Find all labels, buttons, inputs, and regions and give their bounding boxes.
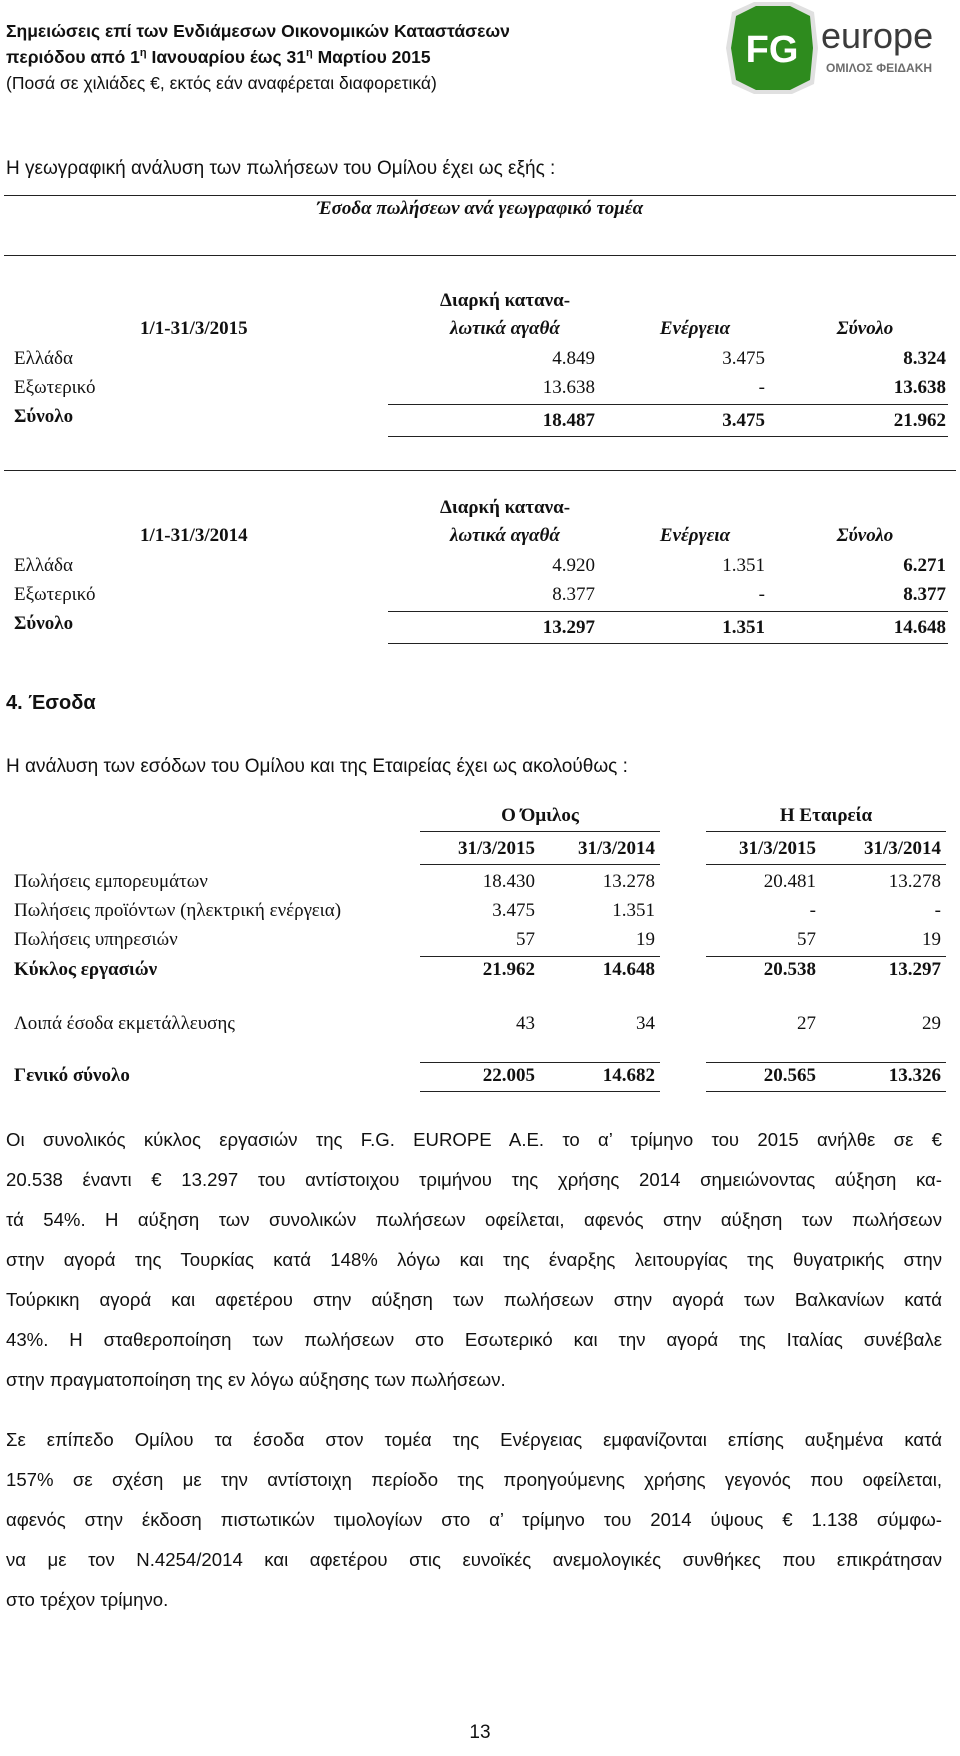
cell-value: 19	[922, 929, 941, 950]
total-line	[706, 1091, 946, 1092]
geo-table-2014	[0, 497, 960, 647]
logo-fg-text: FG	[745, 29, 799, 71]
header-line	[420, 831, 660, 832]
subtotal-line	[420, 956, 660, 957]
cell-value: 20.565	[763, 1065, 816, 1086]
company-header: Η Εταιρεία	[779, 805, 873, 826]
turnover-label: Κύκλος εργασιών	[14, 959, 158, 980]
grand-total-label: Γενικό σύνολο	[14, 1065, 130, 1086]
row-label: Πωλήσεις υπηρεσιών	[14, 929, 178, 950]
date-header: 31/3/2014	[577, 838, 655, 859]
cell-value: 34	[636, 1013, 655, 1034]
date-header: 31/3/2015	[457, 838, 535, 859]
divider	[4, 255, 956, 256]
row-label: Ελλάδα	[14, 555, 73, 576]
cell-value: -	[758, 377, 765, 398]
row-label-total: Σύνολο	[14, 613, 74, 634]
cell-value: 1.351	[612, 900, 655, 921]
row-label: Λοιπά έσοδα εκμετάλλευσης	[14, 1013, 235, 1034]
text-line: στην αγορά της Τουρκίας κατά 148% λόγω και της έναρξης λειτουργίας της θυγατρικής στην	[6, 1249, 942, 1270]
date-header: 31/3/2015	[738, 838, 816, 859]
col-header-durables-line1: Διαρκή κατανα-	[439, 290, 571, 311]
geo-intro-text: Η γεωγραφική ανάλυση των πωλήσεων του Ομίλου έχει ως εξής :	[6, 158, 556, 179]
cell-value: 20.538	[763, 959, 816, 980]
col-header-durables-line1: Διαρκή κατανα-	[439, 497, 571, 518]
row-label: Πωλήσεις προϊόντων (ηλεκτρική ενέργεια)	[14, 900, 342, 921]
cell-value: -	[809, 900, 816, 921]
text-line: να με τον Ν.4254/2014 και αφετέρου στις ευνοϊκές ανεμολογικές συνθήκες που επικράτησαν	[6, 1549, 942, 1570]
total-line	[388, 643, 948, 644]
subtotal-line	[706, 1062, 946, 1063]
col-header-total: Σύνολο	[836, 318, 894, 339]
cell-value: 14.648	[602, 959, 655, 980]
total-line	[420, 1091, 660, 1092]
col-header-total: Σύνολο	[836, 525, 894, 546]
text-line: Σε επίπεδο Ομίλου τα έσοδα στον τομέα της Ενέργειας εμφανίζονται επίσης αυξημένα κατά	[6, 1429, 942, 1450]
header-line	[706, 831, 946, 832]
fg-europe-logo	[722, 2, 937, 94]
period-label: 1/1-31/3/2014	[140, 525, 248, 546]
text-line: 157% σε σχέση με την αντίστοιχη περίοδο της προηγούμενης χρήσης γεγονός που οφείλεται,	[6, 1469, 942, 1490]
cell-value: 8.324	[903, 348, 946, 369]
cell-value: 6.271	[903, 555, 946, 576]
subtotal-line	[388, 611, 948, 612]
document-header	[6, 18, 606, 96]
cell-value: 20.481	[763, 871, 816, 892]
cell-value: 13.297	[888, 959, 941, 980]
revenue-table	[0, 805, 960, 1105]
cell-value: 4.920	[552, 555, 595, 576]
header-period: περιόδου από $1^\eta$ Ιανουαρίου έως $31^\eta$ Μαρτίου 2015	[6, 47, 431, 67]
row-label: Εξωτερικό	[14, 584, 96, 605]
row-label: Πωλήσεις εμπορευμάτων	[14, 871, 208, 892]
cell-value: 1.351	[722, 555, 765, 576]
text-line: Τούρκικη αγορά και αφετέρου στην αύξηση των πωλήσεων στην αγορά των Βαλκανίων κατά	[6, 1289, 942, 1310]
cell-value: 14.648	[893, 617, 946, 638]
cell-value: 21.962	[482, 959, 535, 980]
cell-value: 18.487	[542, 410, 595, 431]
cell-value: -	[758, 584, 765, 605]
cell-value: 1.351	[722, 617, 765, 638]
cell-value: 13.638	[893, 377, 946, 398]
cell-value: 8.377	[552, 584, 595, 605]
text-line: στην πραγματοποίηση της εν λόγω αύξησης των πωλήσεων.	[6, 1369, 506, 1390]
cell-value: 22.005	[482, 1065, 535, 1086]
cell-value: 19	[636, 929, 655, 950]
cell-value: 27	[797, 1013, 816, 1034]
cell-value: 3.475	[492, 900, 535, 921]
cell-value: 14.682	[602, 1065, 655, 1086]
period-label: 1/1-31/3/2015	[140, 318, 248, 339]
cell-value: 18.430	[482, 871, 535, 892]
logo-group-text: ΟΜΙΛΟΣ ΦΕΙΔΑΚΗ	[826, 61, 933, 75]
cell-value: 13.297	[542, 617, 595, 638]
row-label-total: Σύνολο	[14, 406, 74, 427]
col-header-energy: Ενέργεια	[659, 525, 731, 546]
header-line	[420, 864, 660, 865]
subtotal-line	[706, 956, 946, 957]
section-heading-revenue: 4. Έσοδα	[6, 692, 96, 714]
cell-value: 21.962	[893, 410, 946, 431]
cell-value: 57	[516, 929, 535, 950]
divider	[4, 470, 956, 471]
cell-value: 13.278	[602, 871, 655, 892]
page-number: 13	[469, 1722, 491, 1743]
header-line	[706, 864, 946, 865]
cell-value: 13.326	[888, 1065, 941, 1086]
row-label: Ελλάδα	[14, 348, 73, 369]
header-currency-note: (Ποσά σε χιλιάδες €, εκτός εάν αναφέρεται διαφορετικά)	[6, 73, 437, 93]
group-header: Ο Όμιλος	[501, 805, 579, 826]
geo-table-2015	[0, 290, 960, 440]
total-line	[388, 436, 948, 437]
date-header: 31/3/2014	[863, 838, 941, 859]
text-line: 43%. Η σταθεροποίηση των πωλήσεων στο Εσωτερικό και την αγορά της Ιταλίας συνέβαλε	[6, 1329, 942, 1350]
cell-value: 3.475	[722, 410, 765, 431]
text-line: τά 54%. Η αύξηση των συνολικών πωλήσεων οφείλεται, αφενός στην αύξηση των πωλήσεων	[6, 1209, 942, 1230]
cell-value: 13.278	[888, 871, 941, 892]
cell-value: 8.377	[903, 584, 946, 605]
col-header-energy: Ενέργεια	[659, 318, 731, 339]
header-title: Σημειώσεις επί των Ενδιάμεσων Οικονομικών Καταστάσεων	[6, 21, 510, 41]
col-header-durables-line2: λωτικά αγαθά	[450, 525, 560, 546]
paragraph-energy	[6, 1420, 942, 1620]
text-line: στο τρέχον τρίμηνο.	[6, 1589, 169, 1610]
revenue-intro-text: Η ανάλυση των εσόδων του Ομίλου και της Εταιρείας έχει ως ακολούθως :	[6, 756, 628, 777]
paragraph-turnover	[6, 1120, 942, 1400]
divider	[4, 195, 956, 196]
cell-value: 13.638	[542, 377, 595, 398]
geo-section-title: Έσοδα πωλήσεων ανά γεωγραφικό τομέα	[316, 198, 644, 219]
text-line: Οι συνολικός κύκλος εργασιών της F.G. EUROPE A.E. το α’ τρίμηνο του 2015 ανήλθε σε €	[6, 1129, 942, 1150]
logo-europe-text: europe	[821, 15, 934, 56]
cell-value: 43	[516, 1013, 535, 1034]
text-line: 20.538 έναντι € 13.297 του αντίστοιχου τριμήνου της χρήσης 2014 σημειώνοντας αύξηση κα-	[6, 1169, 942, 1190]
cell-value: 3.475	[722, 348, 765, 369]
subtotal-line	[420, 1062, 660, 1063]
cell-value: 4.849	[552, 348, 595, 369]
cell-value: 57	[797, 929, 816, 950]
cell-value: -	[934, 900, 941, 921]
row-label: Εξωτερικό	[14, 377, 96, 398]
text-line: αφενός στην έκδοση πιστωτικών τιμολογίων στο α’ τρίμηνο του 2014 ύψους € 1.138 σύμφω-	[6, 1509, 942, 1530]
cell-value: 29	[922, 1013, 941, 1034]
subtotal-line	[388, 404, 948, 405]
col-header-durables-line2: λωτικά αγαθά	[450, 318, 560, 339]
